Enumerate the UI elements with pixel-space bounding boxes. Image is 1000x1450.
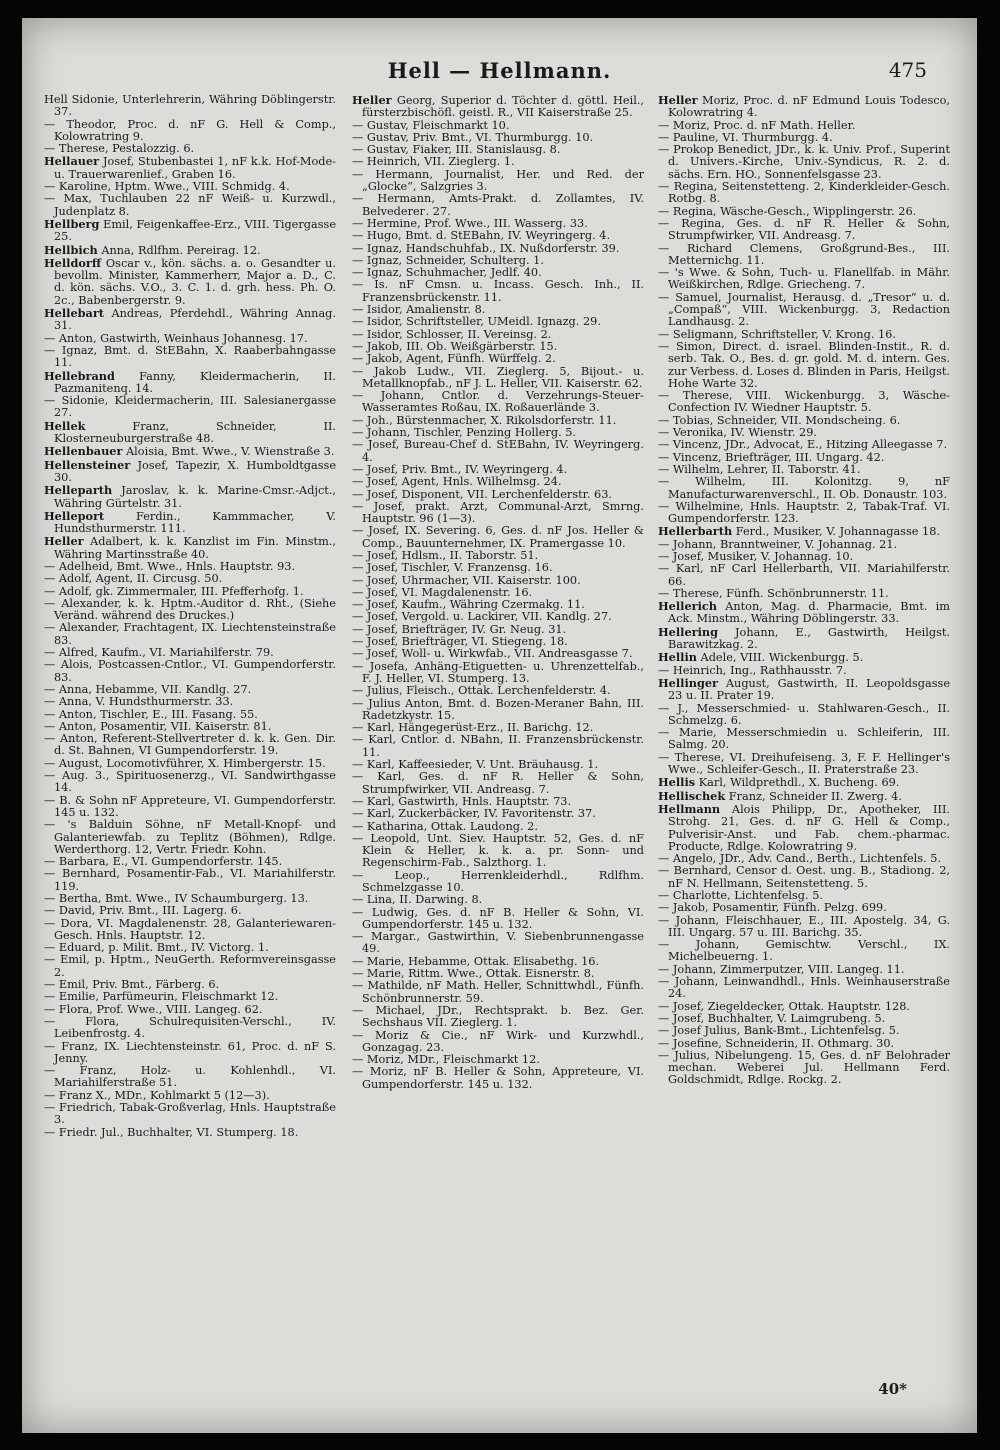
entry-text: — David, Priv. Bmt., III. Lagerg. 6. xyxy=(44,904,242,918)
directory-entry xyxy=(658,563,950,588)
entry-text: — Ignaz, Handschuhfab., IX. Nußdorferstr. 39. xyxy=(352,241,620,255)
entry-text: — Mathilde, nF Math. Heller, Schnittwhdl., Fünfh. Schönbrunnerstr. 59. xyxy=(352,979,644,1005)
entry-text: — Flora, Schulrequisiten-Verschl., IV. Leibenfrostg. 4. xyxy=(44,1014,336,1041)
entry-surname: Heller xyxy=(352,94,392,107)
directory-entry xyxy=(658,703,950,728)
entry-text: — Isidor, Amalienstr. 8. xyxy=(352,303,486,317)
directory-entry xyxy=(352,1005,644,1030)
entry-text: Ferdin., Kammmacher, V. Hundsthurmerstr. 111. xyxy=(54,509,336,536)
entry-text: Alois Philipp, Dr., Apotheker, III. Strohg. 21, Ges. d. nF G. Hell & Comp., Pulverisir-Anst. und Fab. chem.-pharmac. Producte, Rdlge. Kolowratring 9. xyxy=(668,802,950,853)
entry-text: — Johann, Leinwandhdl., Hnls. Weinhauserstraße 24. xyxy=(658,975,950,1001)
directory-entry xyxy=(352,907,644,932)
entry-text: — Moriz, MDr., Fleischmarkt 12. xyxy=(352,1053,540,1067)
entry-surname: Hellenbauer xyxy=(44,444,123,459)
directory-entry xyxy=(658,752,950,777)
directory-entry xyxy=(658,476,950,501)
entry-text: Anton, Mag. d. Pharmacie, Bmt. im Ack. Minstm., Währing Döblingerstr. 33. xyxy=(668,600,950,626)
entry-text: — Karl, Gastwirth, Hnls. Hauptstr. 73. xyxy=(352,794,572,808)
entry-text: — Michael, JDr., Rechtsprakt. b. Bez. Ger. Sechshaus VII. Zieglerg. 1. xyxy=(352,1003,644,1030)
entry-text: — Prokop Benedict, JDr., k. k. Univ. Prof., Superint d. Univers.-Kirche, Univ.-Syndicus, R. 2. d. sächs. Ern. HO., Sonnenfelsgasse 23. xyxy=(658,143,950,181)
entry-text: — Josef, Disponent, VII. Lerchenfelderstr. 63. xyxy=(352,487,612,501)
entry-text: — Friedrich, Tabak-Großverlag, Hnls. Hauptstraße 3. xyxy=(44,1101,336,1127)
entry-text: — Josef, Buchhalter, V. Laimgrubeng. 5. xyxy=(658,1011,886,1025)
entry-text: Andreas, Pferdehdl., Währing Annag. 31. xyxy=(54,307,336,333)
entry-text: — Johann, Branntweiner, V. Johannag. 21. xyxy=(658,537,898,551)
directory-entry xyxy=(658,218,950,243)
entry-text: — Anton, Tischler, E., III. Fasang. 55. xyxy=(44,707,258,721)
directory-entry xyxy=(44,370,336,396)
directory-entry xyxy=(352,439,644,464)
entry-text: — Anna, Hebamme, VII. Kandlg. 27. xyxy=(44,682,252,696)
entry-surname: Helldorff xyxy=(44,255,102,270)
entry-text: — Karl, Zuckerbäcker, IV. Favoritenstr. 37. xyxy=(352,807,596,821)
entry-text: — Johann, Gemischtw. Verschl., IX. Michelbeuerng. 1. xyxy=(658,938,950,964)
directory-entry xyxy=(658,939,950,964)
directory-entry xyxy=(44,868,336,893)
directory-entry xyxy=(44,257,336,307)
entry-text: — Moriz & Cie., nF Wirk- und Kurzwhdl., Gonzagag. 23. xyxy=(352,1028,644,1054)
entry-text: — Josef, IX. Severing. 6, Ges. d. nF Jos. Heller & Comp., Bauunternehmer, IX. Pramergasse 10. xyxy=(352,524,644,550)
entry-text: — Johann, Fleischhauer, E., III. Apostelg. 34, G. III. Ungarg. 57 u. III. Barichg. 35. xyxy=(658,913,950,939)
entry-text: — Karl, Kaffeesieder, V. Unt. Bräuhausg. 1. xyxy=(352,758,599,772)
directory-entry xyxy=(44,193,336,218)
entry-text: — Josef, Kaufm., Währing Czermakg. 11. xyxy=(352,598,585,612)
entry-text: — Eduard, p. Milit. Bmt., IV. Victorg. 1. xyxy=(44,941,269,955)
entry-text: — Gustav, Priv. Bmt., VI. Thurmburgg. 10. xyxy=(352,130,594,144)
directory-entry xyxy=(658,390,950,415)
entry-text: — Marie, Messerschmiedin u. Schleiferin, III. Salmg. 20. xyxy=(658,726,950,752)
entry-text: — Hermann, Journalist, Her. und Red. der „Glocke“, Salzgries 3. xyxy=(352,167,644,194)
entry-text: — Hugo, Bmt. d. StEBahn, IV. Weyringerg. 4. xyxy=(352,229,611,243)
entry-text: — Ignaz, Schuhmacher, Jedlf. 40. xyxy=(352,266,542,280)
entry-text: — Friedr. Jul., Buchhalter, VI. Stumperg. 18. xyxy=(44,1125,299,1139)
entry-text: — Katharina, Ottak. Laudong. 2. xyxy=(352,819,538,833)
entry-text: — Karoline, Hptm. Wwe., VIII. Schmidg. 4. xyxy=(44,180,290,194)
entry-text: — Josefa, Anhäng-Etiguetten- u. Uhrenzettelfab., F. J. Heller, VI. Stumperg. 13. xyxy=(352,659,644,685)
directory-entry xyxy=(352,525,644,550)
directory-entry xyxy=(658,626,950,652)
directory-entry xyxy=(658,292,950,329)
entry-text: — Josef Julius, Bank-Bmt., Lichtenfelsg. 5. xyxy=(658,1024,900,1038)
entry-text: — Gustav, Fleischmarkt 10. xyxy=(352,118,510,132)
directory-entry xyxy=(658,341,950,390)
entry-text: — Leopold, Unt. Siev. Hauptstr. 52, Ges. d. nF Klein & Heller, k. k. a. pr. Sonn- und Regenschirm-Fab., Salzthorg. 1. xyxy=(352,831,644,870)
entry-text: — Isidor, Schriftsteller, UMeidl. Ignazg. 29. xyxy=(352,315,601,329)
entry-text: — Johann, Zimmerputzer, VIII. Langeg. 11. xyxy=(658,962,905,976)
entry-text: Josef, Stubenbastei 1, nF k.k. Hof-Mode- u. Trauerwarenlief., Graben 16. xyxy=(54,155,336,181)
entry-text: — Josef, Musiker, V. Johannag. 10. xyxy=(658,549,854,563)
entry-text: — Pauline, VI. Thurmburgg. 4. xyxy=(658,130,833,144)
entry-text: Ferd., Musiker, V. Johannagasse 18. xyxy=(735,525,941,539)
entry-text: — Regina, Wäsche-Gesch., Wipplingerstr. 26. xyxy=(658,204,917,218)
entry-text: — Emil, Priv. Bmt., Färberg. 6. xyxy=(44,978,220,992)
entry-surname: Hellek xyxy=(44,418,86,433)
entry-text: — Lina, II. Darwing. 8. xyxy=(352,893,483,907)
entry-text: — Bernhard, Posamentir-Fab., VI. Mariahilferstr. 119. xyxy=(44,867,336,893)
directory-entry xyxy=(44,954,336,979)
entry-text: — Sidonie, Kleidermacherin, III. Salesianergasse 27. xyxy=(44,394,336,420)
entry-text: — J., Messerschmied- u. Stahlwaren-Gesch., II. Schmelzg. 6. xyxy=(658,701,950,727)
entry-surname: Hellebart xyxy=(44,306,105,321)
directory-entry xyxy=(658,803,950,853)
entry-text: — Julius Anton, Bmt. d. Bozen-Meraner Bahn, III. Radetzkystr. 15. xyxy=(352,696,644,722)
entry-text: — Wilhelmine, Hnls. Hauptstr. 2, Tabak-Traf. VI. Gumpendorferstr. 123. xyxy=(658,499,950,526)
entry-text: — Wilhelm, Lehrer, II. Taborstr. 41. xyxy=(658,462,861,476)
entry-text: — Joh., Bürstenmacher, X. Rikolsdorferstr. 11. xyxy=(352,413,617,427)
entry-text: — Alois, Postcassen-Cntlor., VI. Gumpendorferstr. 83. xyxy=(44,658,336,684)
entry-text: — Adelheid, Bmt. Wwe., Hnls. Hauptstr. 93. xyxy=(44,559,296,573)
entry-text: — Adolf, gk. Zimmermaler, III. Pfefferhofg. 1. xyxy=(44,584,304,598)
entry-text: — Josef, Vergold. u. Lackirer, VII. Kandlg. 27. xyxy=(352,610,612,624)
directory-entry xyxy=(44,484,336,510)
directory-entry xyxy=(658,600,950,626)
entry-surname: Hellischek xyxy=(658,788,726,803)
running-head: Hell — Hellmann. xyxy=(387,58,612,83)
entry-text: — Isidor, Schlosser, II. Vereinsg. 2. xyxy=(352,327,552,341)
entry-text: — Josef, VI. Magdalenenstr. 16. xyxy=(352,585,533,599)
directory-entry xyxy=(352,193,644,218)
directory-entry xyxy=(352,661,644,686)
entry-text: — Josef, Uhrmacher, VII. Kaiserstr. 100. xyxy=(352,573,581,587)
entry-text: — Theodor, Proc. d. nF G. Hell & Comp., Kolowratring 9. xyxy=(44,117,336,143)
directory-entry xyxy=(352,94,644,120)
directory-entry xyxy=(44,795,336,820)
directory-entry xyxy=(44,1127,336,1139)
entry-text: — Karl, Ges. d. nF R. Heller & Sohn, Strumpfwirker, VII. Andreasg. 7. xyxy=(352,770,644,796)
directory-entry xyxy=(44,155,336,181)
entry-text: August, Gastwirth, II. Leopoldsgasse 23 u. II. Prater 19. xyxy=(668,676,950,703)
directory-entry xyxy=(44,244,336,257)
directory-entry xyxy=(352,870,644,895)
entry-text: — Therese, VI. Dreihufeiseng. 3, F. F. Hellinger's Wwe., Schleifer-Gesch., II. Praterstraße 23. xyxy=(658,750,950,777)
directory-entry xyxy=(658,865,950,890)
entry-text: — Josef, Briefträger, VI. Stiegeng. 18. xyxy=(352,635,568,649)
directory-entry xyxy=(658,677,950,703)
directory-entry xyxy=(44,622,336,647)
entry-text: — Jakob, III. Ob. Weißgärberstr. 15. xyxy=(352,339,558,353)
directory-entry xyxy=(44,1016,336,1041)
entry-text: — Is. nF Cmsn. u. Incass. Gesch. Inh., II. Franzensbrückenstr. 11. xyxy=(352,278,644,304)
entry-text: — Johann, Cntlor. d. Verzehrungs-Steuer-Wasseramtes Roßau, IX. Roßauerlände 3. xyxy=(352,389,644,415)
directory-entry xyxy=(44,733,336,758)
directory-entry xyxy=(352,734,644,759)
directory-entry xyxy=(352,1030,644,1055)
directory-entry xyxy=(44,1102,336,1127)
directory-entry xyxy=(44,307,336,333)
entry-text: — Therese, Fünfh. Schönbrunnerstr. 11. xyxy=(658,586,889,600)
directory-entry xyxy=(658,1050,950,1087)
entry-text: — Samuel, Journalist, Herausg. d. „Tresor“ u. d. „Compaß“, VIII. Wickenburgg. 3, Redaction Landhausg. 2. xyxy=(658,290,950,329)
entry-text: Anna, Rdlfhm. Pereirag. 12. xyxy=(101,243,261,257)
directory-entry xyxy=(658,525,950,538)
directory-entry xyxy=(352,833,644,870)
entry-text: — Franz X., MDr., Kohlmarkt 5 (12—3). xyxy=(44,1088,270,1102)
directory-entry xyxy=(44,535,336,561)
entry-text: — Johann, Tischler, Penzing Hollerg. 5. xyxy=(352,426,577,440)
entry-text: — Aug. 3., Spirituosenerzg., VI. Sandwirthgasse 14. xyxy=(44,769,336,795)
directory-entry xyxy=(658,243,950,268)
entry-text: — Josef, Woll- u. Wirkwfab., VII. Andreasgasse 7. xyxy=(352,647,633,661)
directory-entry xyxy=(44,445,336,458)
entry-surname: Hellis xyxy=(658,775,696,790)
page-number: 475 xyxy=(888,58,927,82)
directory-entry xyxy=(352,1066,644,1091)
entry-text: — Josef, prakt. Arzt, Communal-Arzt, Smrng. Hauptstr. 96 (1—3). xyxy=(352,499,644,526)
directory-columns xyxy=(44,94,956,1379)
entry-text: — 's Balduin Söhne, nF Metall-Knopf- und Galanteriewfab. zu Teplitz (Böhmen), Rdlge. Werderthorg. 12, Vertr. Friedr. Kohn. xyxy=(44,818,336,856)
entry-text: — Josef, Briefträger, IV. Gr. Neug. 31. xyxy=(352,622,567,636)
directory-entry xyxy=(44,420,336,446)
directory-entry xyxy=(44,345,336,370)
directory-entry xyxy=(658,144,950,181)
entry-text: — Ignaz, Schneider, Schulterg. 1. xyxy=(352,253,544,267)
entry-text: — Alexander, k. k. Hptm.-Auditor d. Rht., (Siehe Veränd. während des Druckes.) xyxy=(44,596,336,623)
entry-text: — Veronika, IV. Wienstr. 29. xyxy=(658,426,818,440)
entry-text: — Josef, Hdlsm., II. Taborstr. 51. xyxy=(352,548,539,562)
entry-text: Johann, E., Gastwirth, Heilgst. Barawitzkag. 2. xyxy=(668,625,950,652)
entry-text: Karl, Wildprethdl., X. Bucheng. 69. xyxy=(698,776,900,790)
entry-surname: Hellebrand xyxy=(44,368,115,383)
directory-entry xyxy=(658,267,950,292)
entry-text: — Leop., Herrenkleiderhdl., Rdlfhm. Schmelzgasse 10. xyxy=(352,868,644,894)
entry-text: — Franz, IX. Liechtensteinstr. 61, Proc. d. nF S. Jenny. xyxy=(44,1039,336,1065)
entry-text: — Dora, VI. Magdalenenstr. 28, Galanteriewaren-Gesch. Hnls. Hauptstr. 12. xyxy=(44,916,336,942)
directory-entry xyxy=(352,366,644,391)
directory-entry xyxy=(658,501,950,526)
entry-text: — Ludwig, Ges. d. nF B. Heller & Sohn, VI. Gumpendorferstr. 145 u. 132. xyxy=(352,905,644,931)
entry-text: — 's Wwe. & Sohn, Tuch- u. Flanellfab. in Mähr. Weißkirchen, Rdlge. Griecheng. 7. xyxy=(658,266,950,292)
entry-surname: Hellbich xyxy=(44,242,98,257)
entry-text: — Vincenz, JDr., Advocat, E., Hitzing Alleegasse 7. xyxy=(658,438,948,452)
entry-surname: Hellering xyxy=(658,624,718,639)
entry-text: Franz, Schneider, II. Klosterneuburgerstraße 48. xyxy=(54,419,336,446)
entry-text: — Anton, Posamentir, VII. Kaiserstr. 81. xyxy=(44,719,272,733)
entry-text: — Bernhard, Censor d. Oest. ung. B., Stadiong. 2, nF N. Hellmann, Seitenstetteng. 5. xyxy=(658,864,950,890)
entry-surname: Heller xyxy=(658,94,698,107)
directory-page xyxy=(22,18,977,1433)
printer-signature: 40* xyxy=(878,1380,907,1398)
entry-surname: Hellerbarth xyxy=(658,524,733,539)
entry-text: — Anna, V. Hundsthurmerstr. 33. xyxy=(44,695,234,709)
entry-text: — Karl, nF Carl Hellerbarth, VII. Mariahilferstr. 66. xyxy=(658,562,950,588)
directory-entry xyxy=(658,790,950,803)
entry-surname: Hellin xyxy=(658,650,697,665)
entry-text: — Gustav, Fiaker, III. Stanislausg. 8. xyxy=(352,143,561,157)
entry-text: — Alfred, Kaufm., VI. Mariahilferstr. 79. xyxy=(44,646,274,660)
directory-entry xyxy=(658,94,950,120)
entry-text: — Seligmann, Schriftsteller, V. Krong. 16. xyxy=(658,327,896,341)
entry-text: — Heinrich, VII. Zieglerg. 1. xyxy=(352,155,515,169)
entry-text: — Jakob Ludw., VII. Zieglerg. 5, Bijout.- u. Metallknopfab., nF J. L. Heller, VII. Kaiserstr. 62. xyxy=(352,364,644,390)
directory-entry xyxy=(44,1065,336,1090)
entry-text: — Vincenz, Briefträger, III. Ungarg. 42. xyxy=(658,450,885,464)
directory-entry xyxy=(352,169,644,194)
entry-text: — Marie, Rittm. Wwe., Ottak. Eisnerstr. 8. xyxy=(352,967,595,981)
entry-text: — Josef, Priv. Bmt., IV. Weyringerg. 4. xyxy=(352,462,568,476)
entry-text: — B. & Sohn nF Appreteure, VI. Gumpendorferstr. 145 u. 132. xyxy=(44,793,336,819)
entry-text: — Jakob, Posamentir, Fünfh. Pelzg. 699. xyxy=(658,901,887,915)
entry-surname: Heller xyxy=(44,534,84,549)
entry-text: — Marie, Hebamme, Ottak. Elisabethg. 16. xyxy=(352,954,600,968)
entry-surname: Hellmann xyxy=(658,801,721,816)
entry-surname: Helleport xyxy=(44,508,105,523)
entry-text: — Ignaz, Bmt. d. StEBahn, X. Raaberbahngasse 11. xyxy=(44,343,336,370)
directory-entry xyxy=(44,1041,336,1066)
column-3 xyxy=(658,94,950,1379)
entry-text: Aloisia, Bmt. Wwe., V. Wienstraße 3. xyxy=(126,445,335,459)
page-header xyxy=(22,58,977,94)
entry-text: — Simon, Direct. d. israel. Blinden-Instit., R. d. serb. Tak. O., Bes. d. gr. gold. M. d. intern. Ges. zur Verbess. d. Loses d. Blinden in Paris, Heilgst. Hohe Warte 32. xyxy=(658,339,950,390)
directory-entry xyxy=(352,698,644,723)
directory-entry xyxy=(44,459,336,485)
entry-text: — Josef, Bureau-Chef d. StEBahn, IV. Weyringerg. 4. xyxy=(352,438,644,464)
entry-surname: Hellerich xyxy=(658,599,717,614)
column-2 xyxy=(352,94,644,1379)
directory-entry xyxy=(658,651,950,664)
entry-text: — Karl, Hängegerüst-Erz., II. Barichg. 12. xyxy=(352,721,594,735)
entry-text: — Regina, Seitenstetteng. 2, Kinderkleider-Gesch. Rotbg. 8. xyxy=(658,180,950,206)
entry-text: — Franz, Holz- u. Kohlenhdl., VI. Mariahilferstraße 51. xyxy=(44,1064,336,1090)
entry-text: — Angelo, JDr., Adv. Cand., Berth., Lichtenfels. 5. xyxy=(658,852,942,866)
entry-text: — Josef, Tischler, V. Franzensg. 16. xyxy=(352,561,553,575)
directory-entry xyxy=(44,218,336,244)
entry-text: — Alexander, Frachtagent, IX. Liechtensteinstraße 83. xyxy=(44,621,336,647)
directory-entry xyxy=(44,918,336,943)
directory-entry xyxy=(44,119,336,144)
entry-text: — Bertha, Bmt. Wwe., IV Schaumburgerg. 13. xyxy=(44,892,309,905)
entry-surname: Helleparth xyxy=(44,483,113,498)
directory-entry xyxy=(44,510,336,536)
entry-text: — Moriz, Proc. d. nF Math. Heller. xyxy=(658,118,856,132)
entry-text: Fanny, Kleidermacherin, II. Pazmanitenq. 14. xyxy=(54,369,336,395)
entry-text: — Heinrich, Ing., Rathhausstr. 7. xyxy=(658,663,847,677)
entry-text: Georg, Superior d. Töchter d. göttl. Heil., fürsterzbischöfl. geistl. R., VII Kaiserstraße 25. xyxy=(362,94,644,120)
directory-entry xyxy=(44,94,336,119)
directory-entry xyxy=(44,395,336,420)
entry-text: Jaroslav, k. k. Marine-Cmsr.-Adjct., Währing Gürtelstr. 31. xyxy=(54,484,336,510)
directory-entry xyxy=(352,390,644,415)
directory-entry xyxy=(658,976,950,1001)
entry-text: Adalbert, k. k. Kanzlist im Fin. Minstm., Währing Martinsstraße 40. xyxy=(54,535,336,561)
entry-text: — Flora, Prof. Wwe., VIII. Langeg. 62. xyxy=(44,1002,263,1016)
entry-surname: Hellberg xyxy=(44,216,100,231)
entry-surname: Hellauer xyxy=(44,154,100,169)
entry-text: Hell Sidonie, Unterlehrerin, Währing Döblingerstr. 37. xyxy=(44,94,336,119)
entry-text: — Jakob, Agent, Fünfh. Würffelg. 2. xyxy=(352,352,556,366)
directory-entry xyxy=(44,819,336,856)
entry-text: — Julius, Fleisch., Ottak. Lerchenfelderstr. 4. xyxy=(352,684,611,698)
entry-text: — Adolf, Agent, II. Circusg. 50. xyxy=(44,572,223,586)
directory-entry xyxy=(352,279,644,304)
entry-text: — Richard Clemens, Großgrund-Bes., III. Metternichg. 11. xyxy=(658,241,950,267)
entry-text: Oscar v., kön. sächs. a. o. Gesandter u. bevollm. Minister, Kammerherr, Major a. D., C. d. kön. sächs. V.O., 3. C. 1. d. grh. hess. Ph. O. 2c., Babenbergerstr. 9. xyxy=(54,256,336,307)
directory-entry xyxy=(658,915,950,940)
entry-text: — Josefine, Schneiderin, II. Othmarg. 30. xyxy=(658,1036,895,1050)
directory-entry xyxy=(44,659,336,684)
entry-text: — Anton, Referent-Stellvertreter d. k. k. Gen. Dir. d. St. Bahnen, VI Gumpendorferstr. 19. xyxy=(44,732,336,758)
directory-entry xyxy=(658,776,950,789)
entry-text: — Charlotte, Lichtenfelsg. 5. xyxy=(658,889,823,902)
entry-text: — Hermine, Prof. Wwe., III. Wasserg. 33. xyxy=(352,216,588,230)
entry-text: — Wilhelm, III. Kolonitzg. 9, nF Manufacturwarenverschl., II. Ob. Donaustr. 103. xyxy=(658,475,950,501)
entry-surname: Hellinger xyxy=(658,675,718,690)
entry-text: Moriz, Proc. d. nF Edmund Louis Todesco, Kolowratring 4. xyxy=(668,94,950,120)
entry-text: — Regina, Ges. d. nF R. Heller & Sohn, Strumpfwirker, VII. Andreasg. 7. xyxy=(658,216,950,243)
directory-entry xyxy=(352,980,644,1005)
entry-text: — August, Locomotivführer, X. Himbergerstr. 15. xyxy=(44,756,326,770)
entry-text: — Josef, Agent, Hnls. Wilhelmsg. 24. xyxy=(352,475,562,489)
directory-entry xyxy=(352,931,644,956)
directory-entry xyxy=(44,598,336,623)
entry-text: — Karl, Cntlor. d. NBahn, II. Franzensbrückenstr. 11. xyxy=(352,733,644,759)
entry-text: — Josef, Ziegeldecker, Ottak. Hauptstr. 128. xyxy=(658,999,911,1013)
entry-text: — Barbara, E., VI. Gumpendorferstr. 145. xyxy=(44,855,283,869)
entry-text: — Therese, Pestalozzig. 6. xyxy=(44,142,195,156)
column-1 xyxy=(44,94,336,1379)
entry-text: — Moriz, nF B. Heller & Sohn, Appreteure, VI. Gumpendorferstr. 145 u. 132. xyxy=(352,1065,644,1091)
entry-text: — Anton, Gastwirth, Weinhaus Johannesg. 17. xyxy=(44,331,308,345)
entry-text: — Emil, p. Hptm., NeuGerth. Reformvereinsgasse 2. xyxy=(44,953,336,979)
entry-text: Adele, VIII. Wickenburgg. 5. xyxy=(700,651,864,665)
directory-entry xyxy=(658,727,950,752)
entry-text: — Therese, VIII. Wickenburgg. 3, Wäsche-Confection IV. Wiedner Hauptstr. 5. xyxy=(658,389,950,415)
directory-entry xyxy=(44,770,336,795)
entry-text: Josef, Tapezir, X. Humboldtgasse 30. xyxy=(54,458,336,484)
entry-text: — Max, Tuchlauben 22 nF Weiß- u. Kurzwdl., Judenplatz 8. xyxy=(44,192,336,218)
directory-entry xyxy=(352,501,644,526)
entry-text: Franz, Schneider II. Zwerg. 4. xyxy=(728,789,902,803)
entry-surname: Hellensteiner xyxy=(44,457,131,472)
entry-text: — Julius, Nibelungeng. 15, Ges. d. nF Belohrader mechan. Weberei Jul. Hellmann Ferd. Goldschmidt, Rdlge. Rockg. 2. xyxy=(658,1048,950,1087)
entry-text: — Emilie, Parfümeurin, Fleischmarkt 12. xyxy=(44,990,279,1004)
entry-text: — Margar., Gastwirthin, V. Siebenbrunnengasse 49. xyxy=(352,930,644,956)
entry-text: — Tobias, Schneider, VII. Mondscheing. 6. xyxy=(658,413,901,427)
directory-entry xyxy=(352,771,644,796)
entry-text: — Hermann, Amts-Prakt. d. Zollamtes, IV. Belvederег. 27. xyxy=(352,192,644,218)
directory-entry xyxy=(658,181,950,206)
entry-text: Emil, Feigenkaffee-Erz., VIII. Tigergasse 25. xyxy=(54,217,336,244)
